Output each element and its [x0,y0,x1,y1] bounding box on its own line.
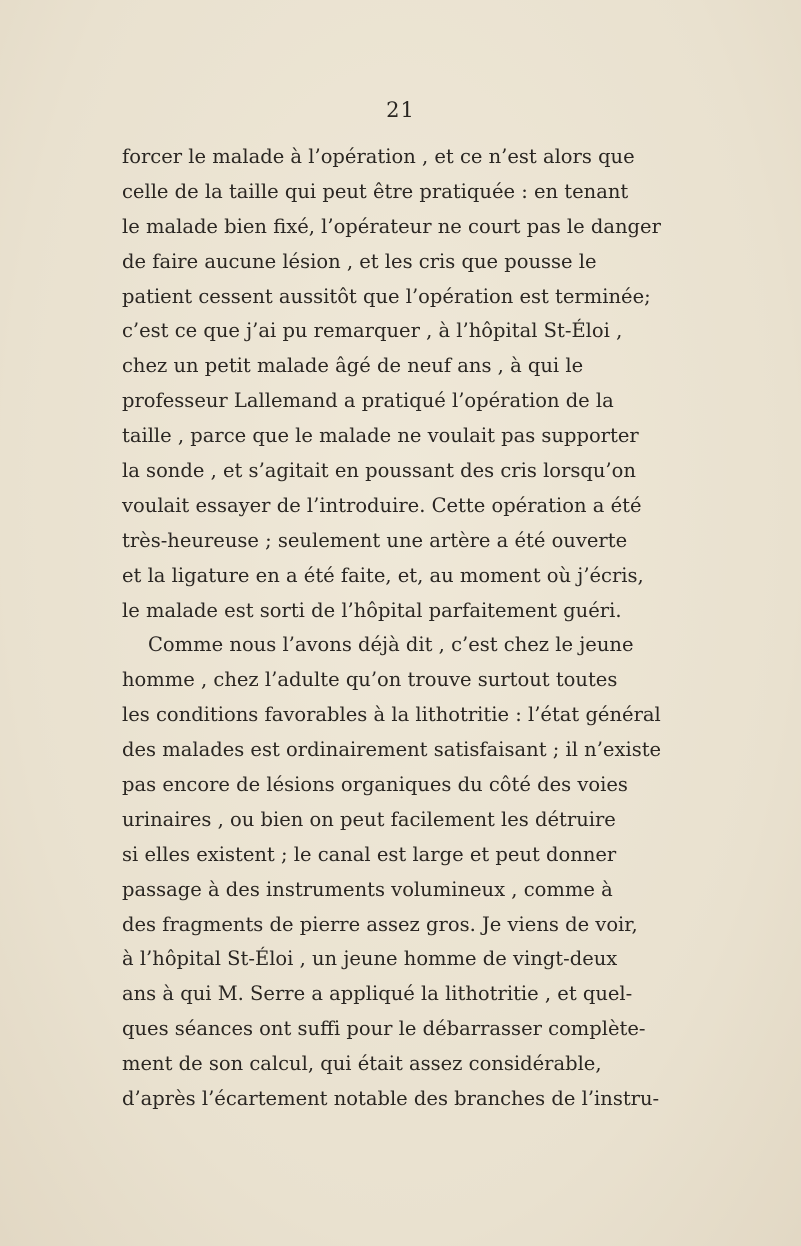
text-line: de faire aucune lésion , et les cris que pousse le [122,249,597,273]
text-line: c’est ce que j’ai pu remarquer , à l’hôpital St-Éloi , [122,319,623,343]
text-line: chez un petit malade âgé de neuf ans , à qui le [122,354,584,378]
text-line: taille , parce que le malade ne voulait pas supporter [122,424,639,448]
text-line: les conditions favorables à la lithotritie : l’état général [122,703,661,727]
text-line: le malade est sorti de l’hôpital parfaitement guéri. [122,598,622,622]
text-line: si elles existent ; le canal est large et peut donner [122,842,617,866]
text-line: très-heureuse ; seulement une artère a été ouverte [122,528,628,552]
body-text [122,140,662,1117]
text-line: le malade bien fixé, l’opérateur ne court pas le danger [122,214,661,238]
text-line: la sonde , et s’agitait en poussant des cris lorsqu’on [122,459,636,483]
text-line: passage à des instruments volumineux , comme à [122,877,613,901]
text-line: ques séances ont suffi pour le débarrasser complète- [122,1017,646,1041]
text-line: forcer le malade à l’opération , et ce n’est alors que [122,145,635,168]
page-number: 21 [386,98,415,122]
text-line: pas encore de lésions organiques du côté des voies [122,773,628,797]
text-line: celle de la taille qui peut être pratiquée : en tenant [122,179,629,203]
text-line: patient cessent aussitôt que l’opération est terminée; [122,284,651,308]
text-line: à l’hôpital St-Éloi , un jeune homme de vingt-deux [122,947,618,971]
text-line: des fragments de pierre assez gros. Je viens de voir, [122,912,638,936]
text-line: des malades est ordinairement satisfaisant ; il n’existe [122,738,662,762]
text-line: et la ligature en a été faite, et, au moment où j’écris, [122,563,644,587]
text-line: urinaires , ou bien on peut facilement les détruire [122,807,616,831]
text-line: Comme nous l’avons déjà dit , c’est chez le jeune [148,633,634,657]
text-line: voulait essayer de l’introduire. Cette opération a été [122,493,642,517]
text-line: professeur Lallemand a pratiqué l’opération de la [122,389,614,413]
text-line: ans à qui M. Serre a appliqué la lithotritie , et quel- [122,982,633,1006]
text-line: d’après l’écartement notable des branches de l’instru- [122,1087,660,1111]
text-line: homme , chez l’adulte qu’on trouve surtout toutes [122,668,618,692]
text-line: ment de son calcul, qui était assez considérable, [122,1052,602,1076]
